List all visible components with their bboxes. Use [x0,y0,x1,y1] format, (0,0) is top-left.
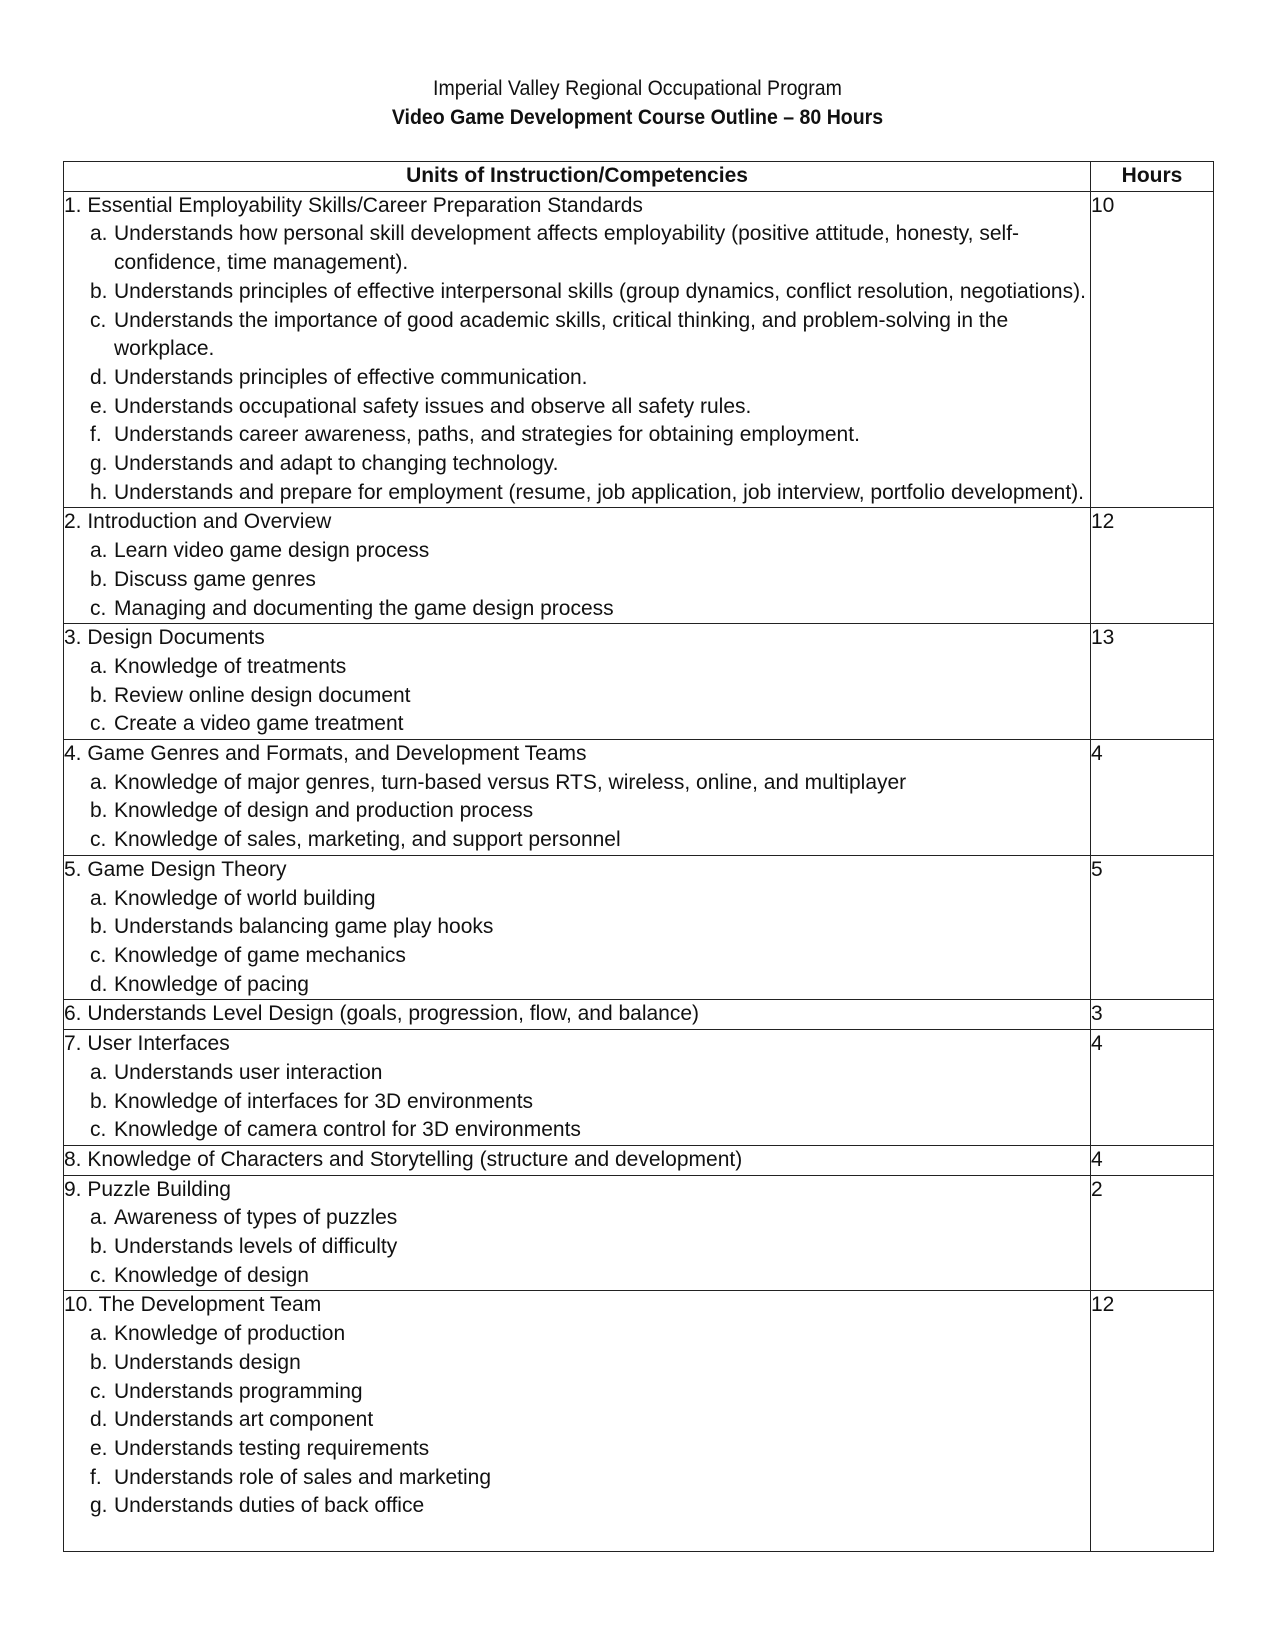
competency-item [64,1378,1090,1407]
competency-text: Understands user interaction [114,1060,383,1084]
unit-cell [64,1145,1091,1175]
competency-item [64,885,1090,914]
competency-text: Understands and adapt to changing technology. [114,452,559,476]
table-row [64,1291,1214,1552]
competency-item [64,769,1090,798]
competency-letter: d. [90,365,108,389]
competency-item [64,220,1090,277]
competency-letter: c. [90,712,107,736]
competency-letter: a. [90,1060,108,1084]
competency-letter: b. [90,1089,108,1113]
competency-text: Knowledge of design and production process [114,799,534,823]
competency-item [64,971,1090,1000]
competency-item [64,913,1090,942]
table-row [64,1145,1214,1175]
unit-title: 5. Game Design Theory [64,857,287,881]
competency-letter: e. [90,1436,108,1460]
competency-text: Learn video game design process [114,539,430,563]
table-row [64,740,1214,856]
competency-text: Managing and documenting the game design process [114,596,614,620]
page-header [0,74,1275,132]
hours-cell: 2 [1091,1175,1214,1291]
competency-letter: c. [90,1263,107,1287]
hours-cell: 12 [1091,508,1214,624]
competency-letter: a. [90,654,108,678]
competency-text: Understands testing requirements [114,1436,430,1460]
competency-letter: g. [90,452,108,476]
competency-text: Understands role of sales and marketing [114,1465,492,1489]
competency-item [64,307,1090,364]
competency-text: Knowledge of major genres, turn-based versus RTS, wireless, online, and multiplayer [114,770,907,794]
hours-cell: 4 [1091,740,1214,856]
unit-cell [64,1000,1091,1030]
competency-text: Understands programming [114,1379,363,1403]
competency-letter: c. [90,1118,107,1142]
competency-item [64,653,1090,682]
competency-text: Awareness of types of puzzles [114,1206,398,1230]
competency-letter: d. [90,1408,108,1432]
competency-item [64,1262,1090,1291]
competency-text: Knowledge of sales, marketing, and support personnel [114,828,621,852]
unit-cell [64,1291,1091,1552]
competency-item [64,682,1090,711]
competency-item [64,1204,1090,1233]
competency-letter: g. [90,1494,108,1518]
competency-letter: a. [90,886,108,910]
table-row [64,508,1214,624]
competency-item [64,595,1090,624]
competency-text: Understands design [114,1350,301,1374]
competency-item [64,1464,1090,1493]
unit-cell [64,1030,1091,1146]
hours-cell: 10 [1091,191,1214,508]
competency-text: Understands balancing game play hooks [114,915,494,939]
competency-text: Understands duties of back office [114,1494,425,1518]
unit-cell [64,855,1091,1000]
competency-text: Understands and prepare for employment (resume, job application, job interview, portfolio development). [114,480,1085,504]
competency-item [64,1116,1090,1145]
competency-item [64,826,1090,855]
competency-letter: b. [90,683,108,707]
competency-text: Knowledge of treatments [114,654,347,678]
unit-title: 8. Knowledge of Characters and Storytelling (structure and development) [64,1147,743,1171]
competency-text: Understands principles of effective communication. [114,365,588,389]
competency-item [64,393,1090,422]
hours-cell: 5 [1091,855,1214,1000]
competency-letter: b. [90,1235,108,1259]
unit-title: 9. Puzzle Building [64,1177,231,1201]
competency-letter: b. [90,279,108,303]
competency-item [64,1088,1090,1117]
unit-title: 1. Essential Employability Skills/Career Preparation Standards [64,193,643,217]
competency-text: Understands principles of effective interpersonal skills (group dynamics, conflict resolution, negotiations). [114,279,1086,303]
competency-text: Knowledge of world building [114,886,376,910]
unit-title: 7. User Interfaces [64,1032,230,1056]
competency-letter: a. [90,1322,108,1346]
table-header-row [64,162,1214,192]
competency-item [64,479,1090,508]
unit-title: 10. The Development Team [64,1293,322,1317]
table-row [64,624,1214,740]
table-row [64,1000,1214,1030]
competency-item [64,1406,1090,1435]
units-column-header: Units of Instruction/Competencies [64,162,1091,192]
competency-text: Understands art component [114,1408,374,1432]
competency-letter: c. [90,943,107,967]
competency-item [64,1233,1090,1262]
competency-item [64,797,1090,826]
unit-cell [64,1175,1091,1291]
competency-letter: c. [90,308,107,332]
competency-letter: a. [90,1206,108,1230]
unit-title: 2. Introduction and Overview [64,510,332,534]
competency-text: Knowledge of production [114,1322,346,1346]
competency-text: Review online design document [114,683,411,707]
competency-letter: f. [90,1465,102,1489]
competency-item [64,942,1090,971]
hours-cell: 4 [1091,1030,1214,1146]
competency-item [64,1435,1090,1464]
competency-text: Understands how personal skill development affects employability (positive attitude, honesty, self-confidence, time management). [114,222,1020,275]
competency-text: Understands the importance of good academic skills, critical thinking, and problem-solving in the workplace. [114,308,1009,361]
competency-text: Knowledge of game mechanics [114,943,406,967]
competency-letter: b. [90,567,108,591]
table-row [64,191,1214,508]
competency-text: Knowledge of design [114,1263,309,1287]
hours-column-header: Hours [1091,162,1214,192]
unit-cell [64,740,1091,856]
competency-text: Understands occupational safety issues and observe all safety rules. [114,394,752,418]
competency-item [64,537,1090,566]
competency-item [64,278,1090,307]
competency-letter: c. [90,828,107,852]
competency-item [64,1320,1090,1349]
competency-item [64,421,1090,450]
competency-item [64,1349,1090,1378]
competency-letter: d. [90,972,108,996]
unit-cell [64,508,1091,624]
competency-letter: f. [90,423,102,447]
competency-text: Understands career awareness, paths, and strategies for obtaining employment. [114,423,860,447]
competency-letter: e. [90,394,108,418]
organization-name: Imperial Valley Regional Occupational Program [433,77,842,100]
course-outline-table [63,161,1214,1552]
competency-letter: b. [90,799,108,823]
course-title: Video Game Development Course Outline – 80 Hours [391,106,884,129]
table-row [64,1175,1214,1291]
competency-letter: a. [90,539,108,563]
unit-title: 4. Game Genres and Formats, and Development Teams [64,742,587,766]
competency-letter: c. [90,1379,107,1403]
competency-text: Knowledge of camera control for 3D environments [114,1118,581,1142]
competency-letter: a. [90,222,108,246]
competency-letter: b. [90,915,108,939]
competency-item [64,364,1090,393]
competency-letter: b. [90,1350,108,1374]
competency-item [64,450,1090,479]
hours-cell: 13 [1091,624,1214,740]
competency-text: Discuss game genres [114,567,316,591]
hours-cell: 3 [1091,1000,1214,1030]
table-row [64,1030,1214,1146]
unit-title: 6. Understands Level Design (goals, progression, flow, and balance) [64,1002,700,1026]
competency-item [64,1492,1090,1521]
hours-cell: 12 [1091,1291,1214,1552]
competency-text: Knowledge of pacing [114,972,309,996]
unit-cell [64,191,1091,508]
competency-text: Knowledge of interfaces for 3D environments [114,1089,534,1113]
competency-letter: c. [90,596,107,620]
table-row [64,855,1214,1000]
competency-item [64,1059,1090,1088]
competency-item [64,566,1090,595]
competency-letter: a. [90,770,108,794]
unit-title: 3. Design Documents [64,626,265,650]
table-body [64,191,1214,1552]
competency-letter: h. [90,480,108,504]
unit-cell [64,624,1091,740]
competency-text: Create a video game treatment [114,712,404,736]
competency-text: Understands levels of difficulty [114,1235,398,1259]
competency-item [64,710,1090,739]
hours-cell: 4 [1091,1145,1214,1175]
